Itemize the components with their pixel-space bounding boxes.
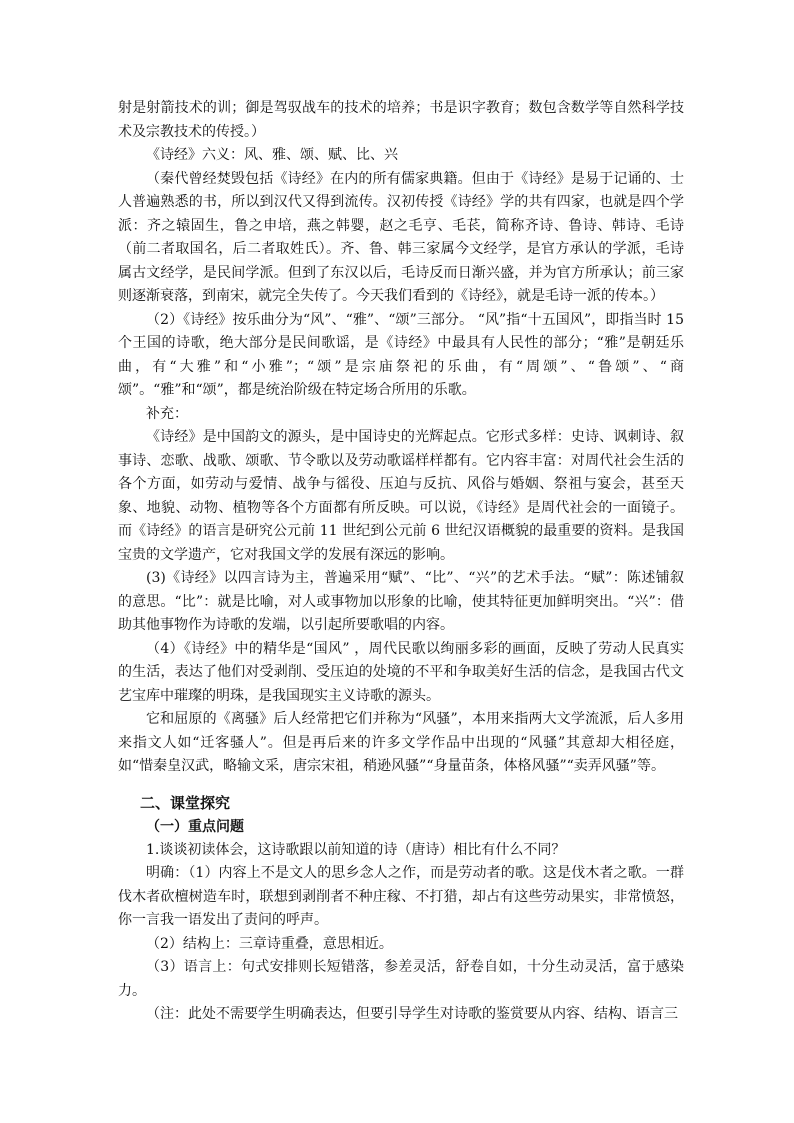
paragraph: （2）《诗经》按乐曲分为“风”、“雅”、“颂”三部分。 “风”指“十五国风”，即指当时 15个王国的诗歌，绝大部分是民间歌谣，是《诗经》中最具有人民性的部分；“雅”是朝廷乐曲，有“大雅”和“小雅”；“颂”是宗庙祭祀的乐曲，有“周颂”、“鲁颂”、“商颂”。“雅”和“颂”，都是统治阶级在特定场合所用的乐歌。 [118, 311, 684, 398]
paragraph: 《诗经》六义：风、雅、颂、赋、比、兴 [146, 147, 398, 163]
paragraph: 1.谈谈初读体会，这诗歌跟以前知道的诗（唐诗）相比有什么不同？ [146, 841, 566, 858]
paragraph: （4）《诗经》中的精华是“国风” ，周代民歌以绚丽多彩的画面，反映了劳动人民真实的生活，表达了他们对受剥削、受压迫的处境的不平和争取美好生活的信念，是我国古代文艺宝库中璀璨的明珠，是我国现实主义诗歌的源头。 [118, 640, 684, 704]
paragraph: （注：此处不需要学生明确表达，但要引导学生对诗歌的鉴赏要从内容、结构、语言三 [146, 1006, 678, 1022]
paragraph: （秦代曾经焚毁包括《诗经》在内的所有儒家典籍。但由于《诗经》是易于记诵的、士人普遍熟悉的书，所以到汉代又得到流传。汉初传授《诗经》学的共有四家，也就是四个学派：齐之辕固生，鲁之申培，燕之韩婴，赵之毛亨、毛苌，简称齐诗、鲁诗、韩诗、毛诗（前二者取国名，后二者取姓氏）。齐、鲁、韩三家属今文经学，是官方承认的学派，毛诗属古文经学，是民间学派。但到了东汉以后，毛诗反而日渐兴盛，并为官方所承认；前三家则逐渐衰落，到南宋，就完全失传了。今天我们看到的《诗经》，就是毛诗一派的传本。） [118, 170, 684, 304]
spacer [118, 779, 684, 791]
paragraph: （2）结构上：三章诗重叠，意思相近。 [146, 935, 393, 952]
subsection-heading: （一）重点问题 [146, 818, 244, 835]
paragraph: 它和屈原的《离骚》后人经常把它们并称为“风骚”，本用来指两大文学流派，后人多用来指文人如“迁客骚人”。但是再后来的许多文学作品中出现的“风骚”其意却大相径庭，如“惜秦皇汉武，略输文采，唐宗宋祖，稍逊风骚”“身量苗条，体格风骚”“卖弄风骚”等。 [118, 711, 684, 774]
section-heading: 二、课堂探究 [140, 793, 231, 812]
paragraph: 补充： [146, 405, 188, 422]
paragraph: （3）语言上：句式安排则长短错落，参差灵活，舒卷自如，十分生动灵活，富于感染力。 [118, 959, 684, 999]
paragraph: 明确：（1）内容上不是文人的思乡念人之作，而是劳动者的歌。这是伐木者之歌。一群伐木者砍檀树造车时，联想到剥削者不种庄稼、不打猎，却占有这些劳动果实，非常愤怒，你一言我一语发出了责问的呼声。 [118, 865, 684, 928]
paragraph: (3)《诗经》以四言诗为主，普遍采用“赋”、“比”、“兴”的艺术手法。“赋”：陈述铺叙的意思。“比”：就是比喻，对人或事物加以形象的比喻，使其特征更加鲜明突出。“兴”：借助其他事物作为诗歌的发端，以引起所要歌唱的内容。 [118, 570, 684, 633]
paragraph: 《诗经》是中国韵文的源头，是中国诗史的光辉起点。它形式多样：史诗、讽刺诗、叙事诗、恋歌、战歌、颂歌、节令歌以及劳动歌谣样样都有。它内容丰富：对周代社会生活的各个方面，如劳动与爱情、战争与徭役、压迫与反抗、风俗与婚姻、祭祖与宴会，甚至天象、地貌、动物、植物等各个方面都有所反映。可以说，《诗经》是周代社会的一面镜子。而《诗经》的语言是研究公元前 11 世纪到公元前 6 世纪汉语概貌的最重要的资料。是我国宝贵的文学遗产，它对我国文学的发展有深远的影响。 [118, 429, 684, 563]
document-body [118, 97, 684, 1027]
paragraph: 射是射箭技术的训；御是驾驭战车的技术的培养；书是识字教育；数包含数学等自然科学技术及宗教技术的传授。） [118, 100, 684, 140]
